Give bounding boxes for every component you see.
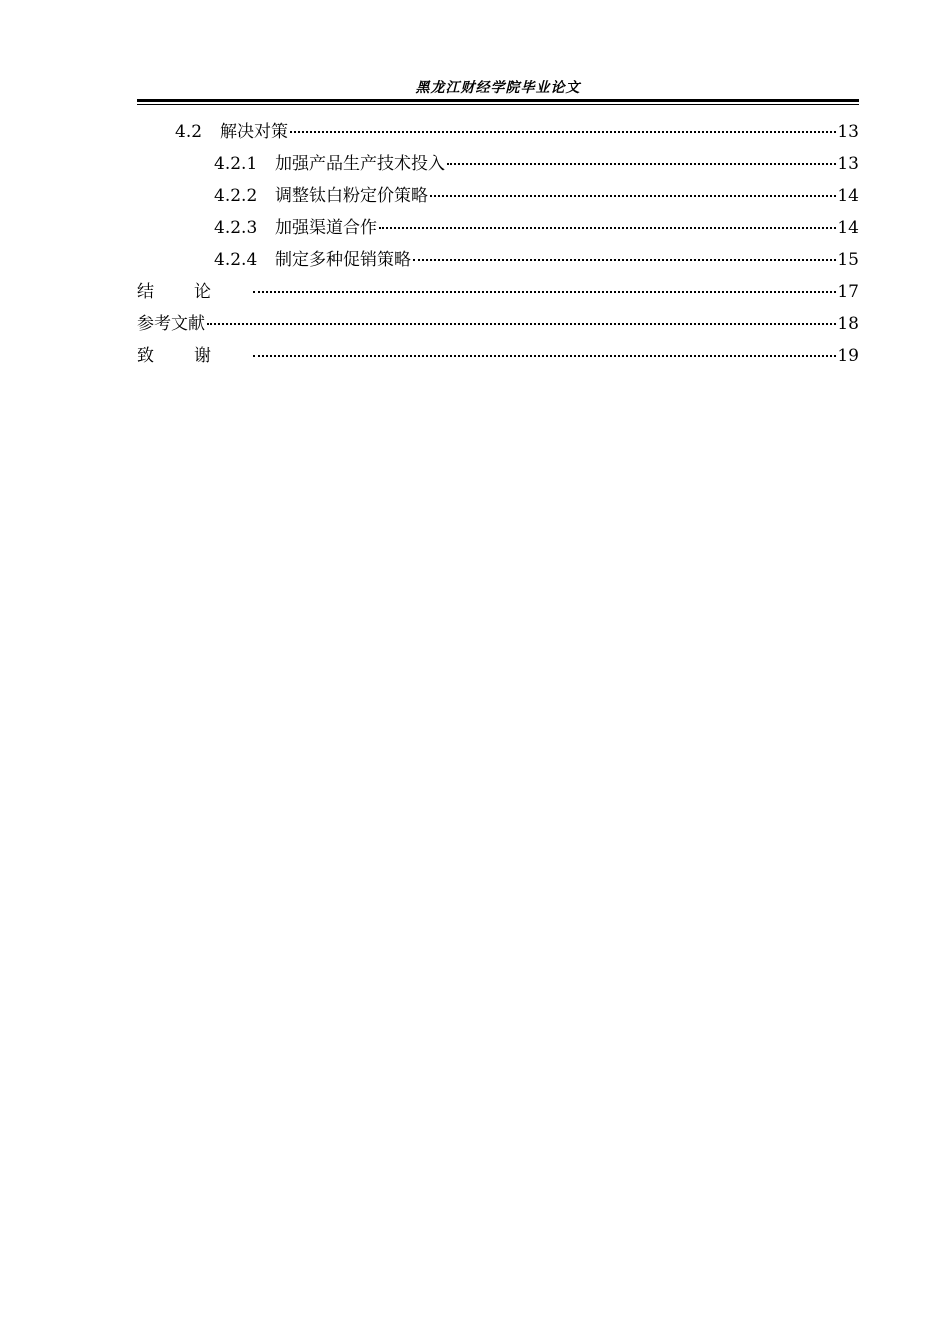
toc-entry-4-2-1[interactable] xyxy=(137,150,859,182)
toc-dot-leader xyxy=(379,227,836,229)
toc-entry-page: 15 xyxy=(837,250,859,270)
toc-entry-page: 13 xyxy=(837,122,859,142)
header-rule-thick xyxy=(137,99,859,102)
toc-entry-4-2-2[interactable] xyxy=(137,182,859,214)
toc-dot-leader xyxy=(207,323,836,325)
toc-entry-title: 致谢 xyxy=(137,346,251,366)
toc-entry-number: 4.2.2 xyxy=(214,186,258,206)
toc-entry-acknowledgements[interactable] xyxy=(137,342,859,374)
toc-dot-leader xyxy=(253,291,836,293)
toc-entry-number: 4.2.1 xyxy=(214,154,258,174)
toc-entry-page: 18 xyxy=(837,314,859,334)
toc-entry-title: 参考文献 xyxy=(137,314,205,334)
toc-dot-leader xyxy=(430,195,836,197)
toc-entry-page: 13 xyxy=(837,154,859,174)
toc-dot-leader xyxy=(290,131,836,133)
toc-entry-page: 17 xyxy=(837,282,859,302)
toc-dot-leader xyxy=(447,163,836,165)
page-header: 黑龙江财经学院毕业论文 xyxy=(415,80,581,96)
toc-entry-4-2-4[interactable] xyxy=(137,246,859,278)
toc-dot-leader xyxy=(253,355,836,357)
toc-entry-title: 加强渠道合作 xyxy=(275,218,377,238)
toc-entry-4-2[interactable] xyxy=(137,118,859,150)
toc-entry-title: 制定多种促销策略 xyxy=(275,250,411,270)
header-rule-thin xyxy=(137,104,859,105)
toc-entry-page: 19 xyxy=(837,346,859,366)
toc-entry-title: 结论 xyxy=(137,282,251,302)
table-of-contents xyxy=(137,118,859,374)
toc-entry-number: 4.2 xyxy=(175,122,203,142)
toc-entry-title: 调整钛白粉定价策略 xyxy=(275,186,428,206)
toc-entry-4-2-3[interactable] xyxy=(137,214,859,246)
toc-entry-page: 14 xyxy=(837,186,859,206)
toc-entry-number: 4.2.3 xyxy=(214,218,258,238)
toc-entry-number: 4.2.4 xyxy=(214,250,258,270)
toc-entry-conclusion[interactable] xyxy=(137,278,859,310)
toc-entry-title: 加强产品生产技术投入 xyxy=(275,154,445,174)
toc-entry-title: 解决对策 xyxy=(220,122,288,142)
toc-dot-leader xyxy=(413,259,836,261)
toc-entry-references[interactable] xyxy=(137,310,859,342)
toc-entry-page: 14 xyxy=(837,218,859,238)
